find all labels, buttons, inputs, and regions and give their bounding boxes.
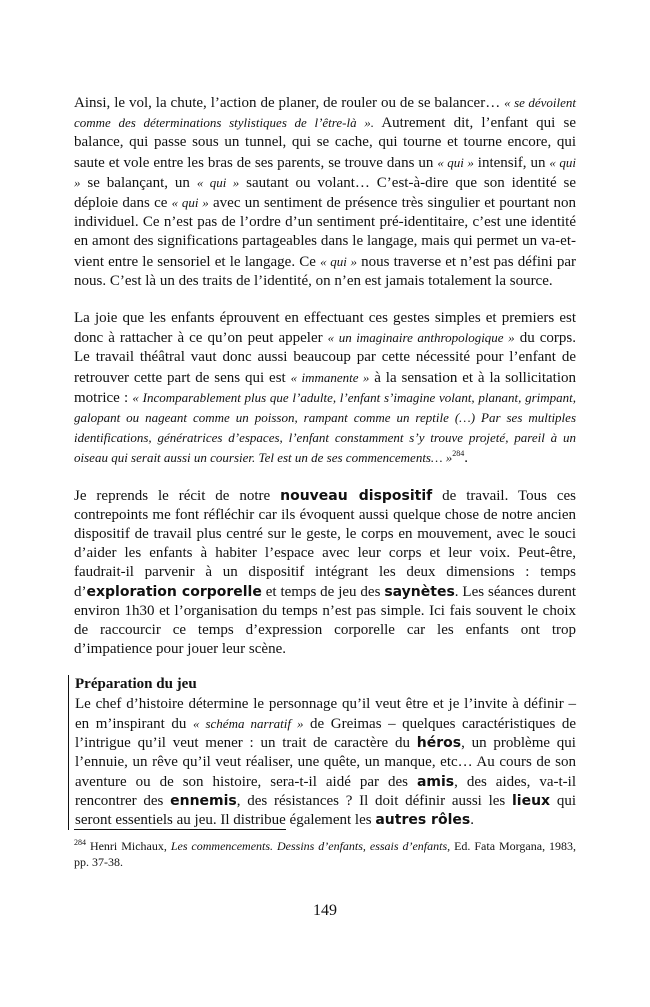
text-run: , des aides, va-t-il rencontrer des — [75, 773, 577, 809]
paragraph-1 — [74, 93, 576, 291]
text-run: . — [464, 450, 469, 467]
bold-term: saynètes — [384, 583, 455, 600]
text-run: de travail. Tous ces contrepoints me font réfléchir car ils évoquent aussi quelque chose de notre ancien dispositif de travail plus centré sur le geste, le corps en mouvement, avec le souci d’aider les enfants à habiter l’espace avec leur corps et leur voix. Peut-être, faudrait-il parvenir à un dispositif intégrant les deux dimensions : temps d’ — [74, 487, 577, 600]
quote-italic: « immanente » — [290, 369, 370, 385]
text-run: . — [470, 811, 474, 828]
preparation-section — [68, 675, 576, 830]
text-run: qui seront essentiels au jeu. Il distribue également les — [75, 792, 576, 828]
text-run: La joie que les enfants éprouvent en effectuant ces gestes simples et premiers est donc à rattacher à ce qu’on peut appeler — [74, 310, 576, 347]
quote-italic: « qui » — [171, 195, 209, 211]
bold-term: héros — [416, 735, 462, 752]
book-title: Les commencements. Dessins d’enfants, essais d’enfants, — [170, 839, 451, 853]
bold-term: autres rôles — [375, 811, 471, 828]
quote-italic: « qui » — [437, 154, 474, 170]
section-heading: Préparation du jeu — [75, 676, 197, 693]
footnote-reference[interactable]: 284 — [452, 449, 465, 459]
text-run: à la sensation et à la sollicitation motrice : — [74, 369, 576, 406]
text-run: . Les séances durent environ 1h30 et l’organisation du temps n’est pas simple. Ici fais souvent le choix de raccourcir ce temps d’expression corporelle car les enfants ont trop d’impatience pour jouer leur scène. — [74, 583, 576, 658]
quote-italic: « schéma narratif » — [192, 715, 304, 731]
quote-italic: « Incomparablement plus que l’adulte, l’enfant s’imagine volant, planant, grimpant, galopant ou nageant comme un poisson, rampant comme un reptile (…) Par ses multiples identifications, génératrices d’espaces, l’enfant constamment s’y trouve projeté, pareil à un oiseau qui serait aussi un coursier. Tel est un de ses commencements… » — [74, 389, 577, 466]
text-run: se balançant, un — [80, 174, 197, 191]
bold-term: ennemis — [170, 792, 237, 809]
text-run: , un problème qui l’ennuie, un rêve qu’il veut réaliser, une quête, un manque, etc… Au cours de son aventure ou de son histoire, sera-t-il aidé par des — [75, 735, 576, 790]
text-run: nous traverse et n’est pas défini par nous. C’est là un des traits de l’identité, on n’en est jamais totalement la source. — [74, 253, 576, 289]
text-run: sautant ou volant… C’est-à-dire que son identité se déploie dans ce — [74, 174, 576, 212]
text-run: Ed. Fata Morgana, 1983, pp. 37-38. — [74, 839, 577, 869]
page-number: 149 — [313, 902, 337, 919]
bold-term: exploration corporelle — [86, 583, 262, 600]
quote-italic: « qui » — [196, 174, 240, 190]
quote-italic: « un imaginaire anthropologique » — [327, 330, 515, 346]
footnote — [74, 838, 576, 870]
quote-italic: « qui » — [320, 253, 357, 269]
quote-italic: « qui » — [74, 154, 576, 190]
text-run: de Greimas – quelques caractéristiques de l’intrigue qu’il veut mener : un trait de caractère du — [75, 715, 576, 752]
text-run: , des résistances ? Il doit définir aussi les — [236, 792, 512, 809]
text-run: du corps. Le travail théâtral vaut donc aussi beaucoup par cette nécessité pour l’enfant de retrouver cette part de sens qui est — [74, 330, 576, 386]
footnote-number: 284 — [74, 838, 86, 847]
paragraph-3 — [74, 487, 576, 660]
text-run: Le chef d’histoire détermine le personnage qu’il veut être et je l’invite à définir – en m’inspirant du — [75, 695, 576, 732]
bold-term: amis — [416, 773, 455, 790]
page-body — [74, 93, 576, 830]
text-run: Je reprends le récit de notre — [74, 487, 281, 504]
text-run: intensif, un — [473, 154, 550, 171]
text-run: avec un sentiment de présence très singulier et pourtant non individuel. Ce n’est pas de l’ordre d’un sentiment pré-identitaire, c’est une identité en amont des significations partageables dans le langage, mais qui permet un va-et-vient entre le sensoriel et le langage. Ce — [74, 195, 576, 270]
bold-term: nouveau dispositif — [280, 487, 433, 504]
text-run: Autrement dit, l’enfant qui se balance, qui passe sous un tunnel, qui se cache, qui tourne et tourne encore, qui saute et vole entre les bras de ses parents, se trouve dans un — [74, 115, 576, 171]
quote-italic: « se dévoilent comme des déterminations stylistiques de l’être-là ». — [74, 95, 576, 131]
paragraph-4 — [75, 695, 576, 830]
bold-term: lieux — [511, 792, 551, 809]
text-run: et temps de jeu des — [261, 583, 385, 600]
footnote-separator — [74, 829, 286, 830]
text-run: Ainsi, le vol, la chute, l’action de planer, de rouler ou de se balancer… — [74, 95, 505, 111]
paragraph-2 — [74, 309, 576, 469]
text-run: Henri Michaux, — [86, 839, 171, 853]
